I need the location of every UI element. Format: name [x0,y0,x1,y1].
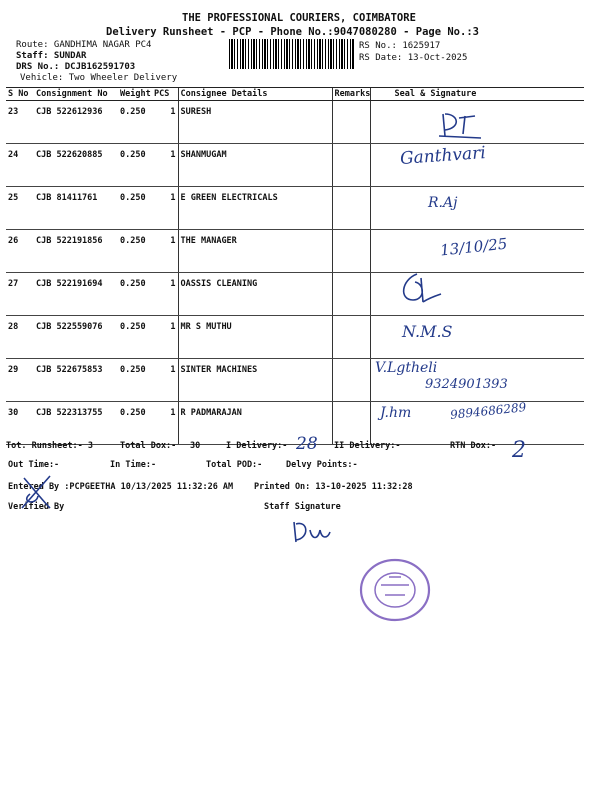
printed-on: Printed On: 13-10-2025 11:32:28 [254,482,413,492]
i-delivery: I Delivery:- [226,441,288,451]
signature-28: N.M.S [402,322,453,341]
signature-24: Ganthvari [399,143,487,169]
row-pcs: 1 [152,402,178,445]
row-weight: 0.250 [118,359,152,402]
staff-signature-label: Staff Signature [264,502,341,512]
row-weight: 0.250 [118,230,152,273]
row-seal [370,187,584,230]
delvy-points: Delvy Points:- [286,460,358,470]
company-name: THE PROFESSIONAL COURIERS, COIMBATORE [182,12,416,24]
col-pcs: PCS [152,88,178,101]
row-weight: 0.250 [118,402,152,445]
row-consignee: SINTER MACHINES [178,359,332,402]
signature-25: R.Aj [428,195,458,211]
signature-23 [435,108,485,142]
row-consignment: CJB 522612936 [34,101,118,144]
signature-27 [395,270,445,308]
row-remarks [332,402,370,445]
col-sno: S No [6,88,34,101]
phone-29: 9324901393 [425,377,508,392]
runsheet-title: Delivery Runsheet - PCP - Phone No.:9047080280 - Page No.:3 [106,26,479,38]
row-pcs: 1 [152,359,178,402]
row-sno: 24 [6,144,34,187]
delivery-count: 28 [296,434,318,454]
rtn-dox: RTN Dox:- [450,441,497,451]
row-consignee: THE MANAGER [178,230,332,273]
row-remarks [332,187,370,230]
entered-by: Entered By :PCPGEETHA 10/13/2025 11:32:26 AM [8,482,234,492]
row-consignment: CJB 522675853 [34,359,118,402]
row-weight: 0.250 [118,316,152,359]
staff-signature [288,516,332,548]
row-consignment: CJB 81411761 [34,187,118,230]
row-sno: 28 [6,316,34,359]
verifier-mark [16,472,56,512]
barcode [229,39,354,69]
col-weight: Weight [120,89,151,99]
row-sno: 30 [6,402,34,445]
row-remarks [332,359,370,402]
route-text: Route: GANDHIMA NAGAR PC4 [16,40,152,50]
row-consignee: R PADMARAJAN [178,402,332,445]
row-pcs: 1 [152,273,178,316]
rs-number: RS No.: 1625917 [359,41,441,51]
staff-text: Staff: SUNDAR [16,51,87,61]
row-consignment: CJB 522191694 [34,273,118,316]
row-pcs: 1 [152,230,178,273]
col-consignee: Consignee Details [178,88,332,101]
drs-number: DRS No.: DCJB162591703 [16,62,136,72]
verified-by: Verified By [8,502,65,512]
table-row [6,101,584,144]
row-sno: 23 [6,101,34,144]
ii-delivery: II Delivery:- [334,441,401,451]
total-dox-label: Total Dox:- [120,441,177,451]
col-consignment: Consignment No [34,88,118,101]
col-seal: Seal & Signature [370,88,584,101]
in-time: In Time:- [110,460,157,470]
row-pcs: 1 [152,187,178,230]
row-sno: 29 [6,359,34,402]
row-remarks [332,273,370,316]
row-consignee: SHANMUGAM [178,144,332,187]
row-pcs: 1 [152,316,178,359]
table-row [6,316,584,359]
row-sno: 26 [6,230,34,273]
rtn-count: 2 [512,438,526,463]
row-weight: 0.250 [118,144,152,187]
row-pcs: 1 [152,101,178,144]
total-pod: Total POD:- [206,460,263,470]
table-header-row [6,88,584,101]
col-remarks: Remarks [332,88,370,101]
signature-29: V.Lgtheli [375,360,438,376]
row-weight: 0.250 [118,101,152,144]
row-consignee: MR S MUTHU [178,316,332,359]
total-dox-value: 30 [190,441,201,451]
signature-26: 13/10/25 [439,234,509,260]
row-pcs: 1 [152,144,178,187]
signature-30: J.hm [380,405,412,421]
row-weight: 0.250 [118,187,152,230]
row-consignee: OASSIS CLEANING [178,273,332,316]
tot-runsheet: Tot. Runsheet:- 3 [6,441,93,451]
row-consignment: CJB 522559076 [34,316,118,359]
row-sno: 25 [6,187,34,230]
row-consignment: CJB 522191856 [34,230,118,273]
table-row [6,144,584,187]
row-consignee: E GREEN ELECTRICALS [178,187,332,230]
row-remarks [332,230,370,273]
courier-stamp [355,555,435,625]
row-weight: 0.250 [118,273,152,316]
row-remarks [332,144,370,187]
row-consignment: CJB 522620885 [34,144,118,187]
table-row [6,273,584,316]
row-sno: 27 [6,273,34,316]
row-consignee: SURESH [178,101,332,144]
out-time: Out Time:- [8,460,60,470]
row-consignment: CJB 522313755 [34,402,118,445]
vehicle-text: Vehicle: Two Wheeler Delivery [20,73,178,83]
table-row [6,187,584,230]
row-remarks [332,316,370,359]
phone-30: 9894686289 [449,400,527,422]
rs-date: RS Date: 13-Oct-2025 [359,53,468,63]
row-remarks [332,101,370,144]
